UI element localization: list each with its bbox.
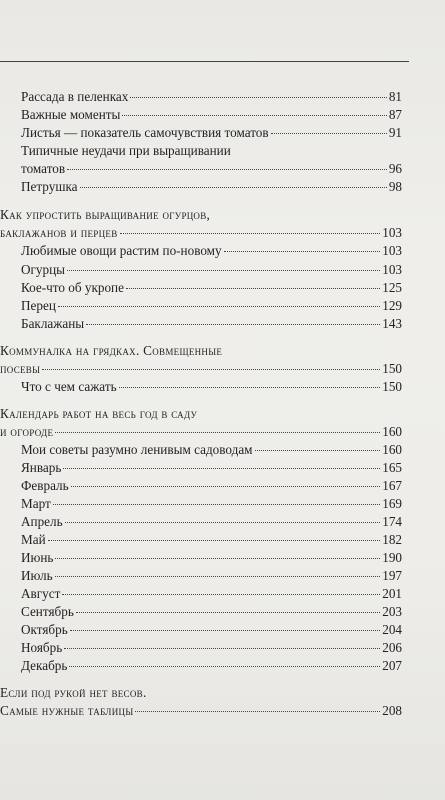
toc-leader-dots: [65, 522, 381, 523]
toc-page-number: 96: [388, 161, 402, 176]
chapter-title: Как упростить выращивание огурцов,: [0, 207, 211, 222]
toc-page-number: 103: [382, 225, 402, 240]
toc-entry-label: Ноябрь: [21, 640, 63, 655]
toc-entry-label: Петрушка: [21, 179, 78, 194]
chapter-title: баклажанов и перцев: [0, 225, 118, 240]
chapter-title: Если под рукой нет весов.: [0, 685, 147, 700]
toc-entry: [21, 297, 402, 315]
toc-entry: [21, 279, 402, 297]
toc-leader-dots: [255, 450, 381, 451]
toc-entry-label: Что с чем сажать: [21, 379, 117, 394]
toc-entry: [21, 513, 402, 531]
toc-entry-label: томатов: [21, 161, 66, 176]
toc-page-number: 103: [382, 243, 402, 258]
toc-leader-dots: [67, 270, 380, 271]
toc-leader-dots: [120, 233, 381, 234]
toc-entry: [21, 178, 402, 196]
chapter-title: Календарь работ на весь год в саду: [0, 406, 198, 421]
toc-leader-dots: [63, 468, 380, 469]
toc-entry-label: Перец: [21, 298, 56, 313]
toc-page-number: 169: [382, 496, 402, 511]
toc-page-number: 91: [388, 125, 402, 140]
toc-entry: [21, 261, 402, 279]
toc-leader-dots: [224, 251, 381, 252]
toc-entry: [21, 88, 402, 106]
toc-page-number: 207: [382, 658, 402, 673]
toc-entry-label: Октябрь: [21, 622, 68, 637]
chapter-title: и огороде: [0, 424, 54, 439]
toc-entry: [21, 124, 402, 142]
toc-leader-dots: [64, 648, 380, 649]
toc-entry: [21, 459, 402, 477]
toc-entry-label: Май: [21, 532, 46, 547]
toc-entry-label: Сентябрь: [21, 604, 74, 619]
toc-entry-label: Апрель: [21, 514, 63, 529]
toc-page-number: 87: [388, 107, 402, 122]
toc-leader-dots: [130, 97, 386, 98]
toc-entry-label: Баклажаны: [21, 316, 85, 331]
toc-entry-label: Декабрь: [21, 658, 68, 673]
toc-entry-label: Типичные неудачи при выращивании: [21, 143, 231, 158]
toc-leader-dots: [69, 666, 380, 667]
toc-entry-label: Кое-что об укропе: [21, 280, 124, 295]
toc-leader-dots: [122, 115, 386, 116]
toc-leader-dots: [126, 288, 380, 289]
chapter-entry: [0, 423, 402, 441]
toc-entry: [21, 315, 402, 333]
toc-entry: [21, 477, 402, 495]
toc-entry: [21, 160, 402, 178]
toc-leader-dots: [55, 576, 381, 577]
toc-leader-dots: [76, 612, 380, 613]
toc-leader-dots: [71, 486, 381, 487]
toc-leader-dots: [135, 711, 380, 712]
toc-entry-label: Огурцы: [21, 262, 66, 277]
toc-page-number: 167: [382, 478, 402, 493]
toc-entry: [21, 495, 402, 513]
toc-entry: [21, 378, 402, 396]
toc-entry: [21, 531, 402, 549]
toc-page-number: 150: [382, 361, 402, 376]
toc-entry-label: Март: [21, 496, 51, 511]
toc-entry: [21, 242, 402, 260]
chapter-title: Коммуналка на грядках. Совмещенные: [0, 343, 223, 358]
toc-entry: [21, 549, 402, 567]
toc-leader-dots: [58, 306, 380, 307]
toc-leader-dots: [70, 630, 380, 631]
toc-page-number: 203: [382, 604, 402, 619]
chapter-entry: [0, 702, 402, 720]
toc-page-number: 208: [382, 703, 402, 718]
toc-entry-label: Важные моменты: [21, 107, 121, 122]
chapter-entry: [0, 360, 402, 378]
toc-entry-label: Любимые овощи растим по-новому: [21, 243, 222, 258]
toc-leader-dots: [62, 594, 380, 595]
toc-entry: [21, 585, 402, 603]
toc-leader-dots: [55, 558, 380, 559]
toc-entry-label: Мои советы разумно ленивым садоводам: [21, 442, 253, 457]
toc-entry: [21, 639, 402, 657]
toc-page-number: 150: [382, 379, 402, 394]
toc-entry-label: Июль: [21, 568, 53, 583]
toc-page-number: 204: [382, 622, 402, 637]
toc-leader-dots: [55, 432, 380, 433]
toc-page-number: 197: [382, 568, 402, 583]
toc-entry-label: Рассада в пеленках: [21, 89, 129, 104]
toc-page-number: 174: [382, 514, 402, 529]
toc-page-number: 201: [382, 586, 402, 601]
toc-leader-dots: [119, 387, 381, 388]
toc-entry-label: Февраль: [21, 478, 69, 493]
toc-leader-dots: [48, 540, 381, 541]
toc-page-number: 160: [382, 424, 402, 439]
toc-entry-label: Январь: [21, 460, 62, 475]
toc-page-number: 190: [382, 550, 402, 565]
toc-entry-label: Июнь: [21, 550, 54, 565]
toc-entry-label: Август: [21, 586, 61, 601]
toc-leader-dots: [80, 187, 387, 188]
toc-leader-dots: [271, 133, 387, 134]
toc-page-number: 81: [388, 89, 402, 104]
toc-leader-dots: [42, 369, 380, 370]
toc-entry: [21, 441, 402, 459]
toc-entry: [21, 567, 402, 585]
toc-page-number: 98: [388, 179, 402, 194]
toc-page-number: 206: [382, 640, 402, 655]
chapter-entry: [0, 224, 402, 242]
toc-leader-dots: [67, 169, 387, 170]
toc-entry: [21, 657, 402, 675]
toc-page-number: 143: [382, 316, 402, 331]
header-rule: [0, 61, 409, 62]
toc-entry: [21, 603, 402, 621]
toc-leader-dots: [53, 504, 380, 505]
chapter-title: Самые нужные таблицы: [0, 703, 134, 718]
toc-page-number: 160: [382, 442, 402, 457]
toc-page-number: 103: [382, 262, 402, 277]
toc-entry: [21, 106, 402, 124]
chapter-title: посевы: [0, 361, 41, 376]
toc-entry-label: Листья — показатель самочувствия томатов: [21, 125, 269, 140]
toc-page-number: 129: [382, 298, 402, 313]
toc-entry: [21, 621, 402, 639]
toc-page-number: 182: [382, 532, 402, 547]
toc-leader-dots: [86, 324, 380, 325]
toc-page-number: 125: [382, 280, 402, 295]
toc-page-number: 165: [382, 460, 402, 475]
